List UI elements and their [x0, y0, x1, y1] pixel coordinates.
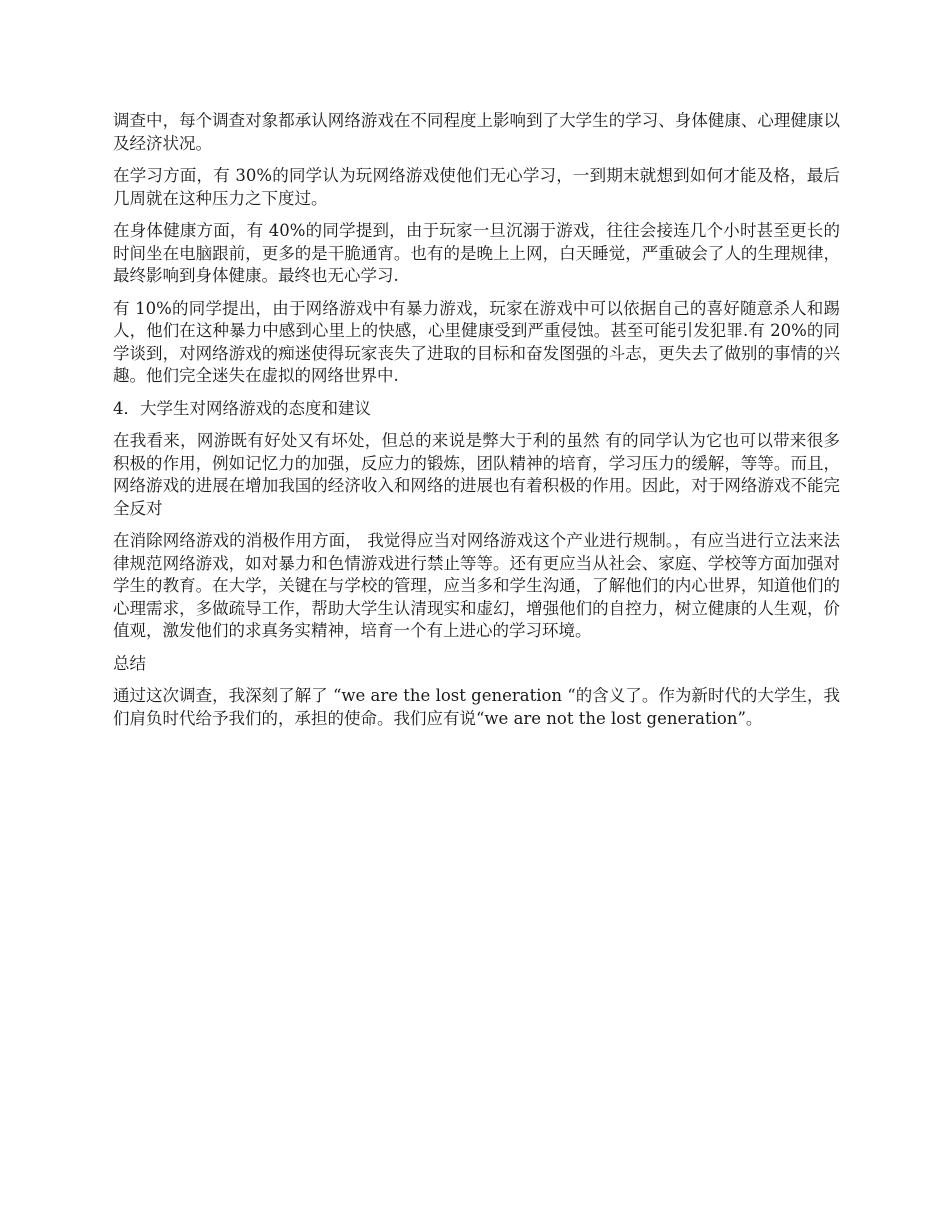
paragraph-suggestions: 在消除网络游戏的消极作用方面， 我觉得应当对网络游戏这个产业进行规制。，有应当进行立法来法律规范网络游戏，如对暴力和色情游戏进行禁止等等。还有更应当从社会、家庭、学校等方面加强对学生的教育。在大学，关键在与学校的管理，应当多和学生沟通，了解他们的内心世界，知道他们的心理需求，多做疏导工作，帮助大学生认清现实和虚幻，增强他们的自控力，树立健康的人生观，价值观，激发他们的求真务实精神，培育一个有上进心的学习环境。: [113, 531, 840, 640]
paragraph-summary: 通过这次调查，我深刻了解了 “we are the lost generation “的含义了。作为新时代的大学生，我们肩负时代给予我们的，承担的使命。我们应有说“we are not the lost generation”。: [113, 686, 840, 728]
paragraph-pros-cons: 在我看来，网游既有好处又有坏处，但总的来说是弊大于利的虽然 有的同学认为它也可以带来很多积极的作用，例如记忆力的加强，反应力的锻炼，团队精神的培育，学习压力的缓解，等等。而且，网络游戏的进展在增加我国的经济收入和网络的进展也有着积极的作用。因此，对于网络游戏不能完全反对: [113, 431, 840, 518]
section-heading-summary: 总结: [113, 653, 146, 673]
paragraph-survey-intro: 调查中，每个调查对象都承认网络游戏在不同程度上影响到了大学生的学习、身体健康、心理健康以及经济状况。: [113, 111, 840, 153]
document-page: [113, 110, 840, 740]
section-heading-attitude: 4．大学生对网络游戏的态度和建议: [113, 398, 371, 418]
paragraph-health-impact: 在身体健康方面，有 40%的同学提到，由于玩家一旦沉溺于游戏，往往会接连几个小时甚至更长的时间坐在电脑跟前，更多的是干脆通宵。也有的是晚上上网，白天睡觉，严重破会了人的生理规律，最终影响到身体健康。最终也无心学习.: [113, 221, 840, 285]
paragraph-study-impact: 在学习方面，有 30%的同学认为玩网络游戏使他们无心学习，一到期末就想到如何才能及格，最后几周就在这种压力之下度过。: [113, 166, 840, 208]
paragraph-mental-impact: 有 10%的同学提出，由于网络游戏中有暴力游戏，玩家在游戏中可以依据自己的喜好随意杀人和踢人，他们在这种暴力中感到心里上的快感，心里健康受到严重侵蚀。甚至可能引发犯罪.有 20%的同学谈到，对网络游戏的痴迷使得玩家丧失了进取的目标和奋发图强的斗志，更失去了做别的事情的兴趣。他们完全迷失在虚拟的网络世界中.: [113, 298, 840, 385]
